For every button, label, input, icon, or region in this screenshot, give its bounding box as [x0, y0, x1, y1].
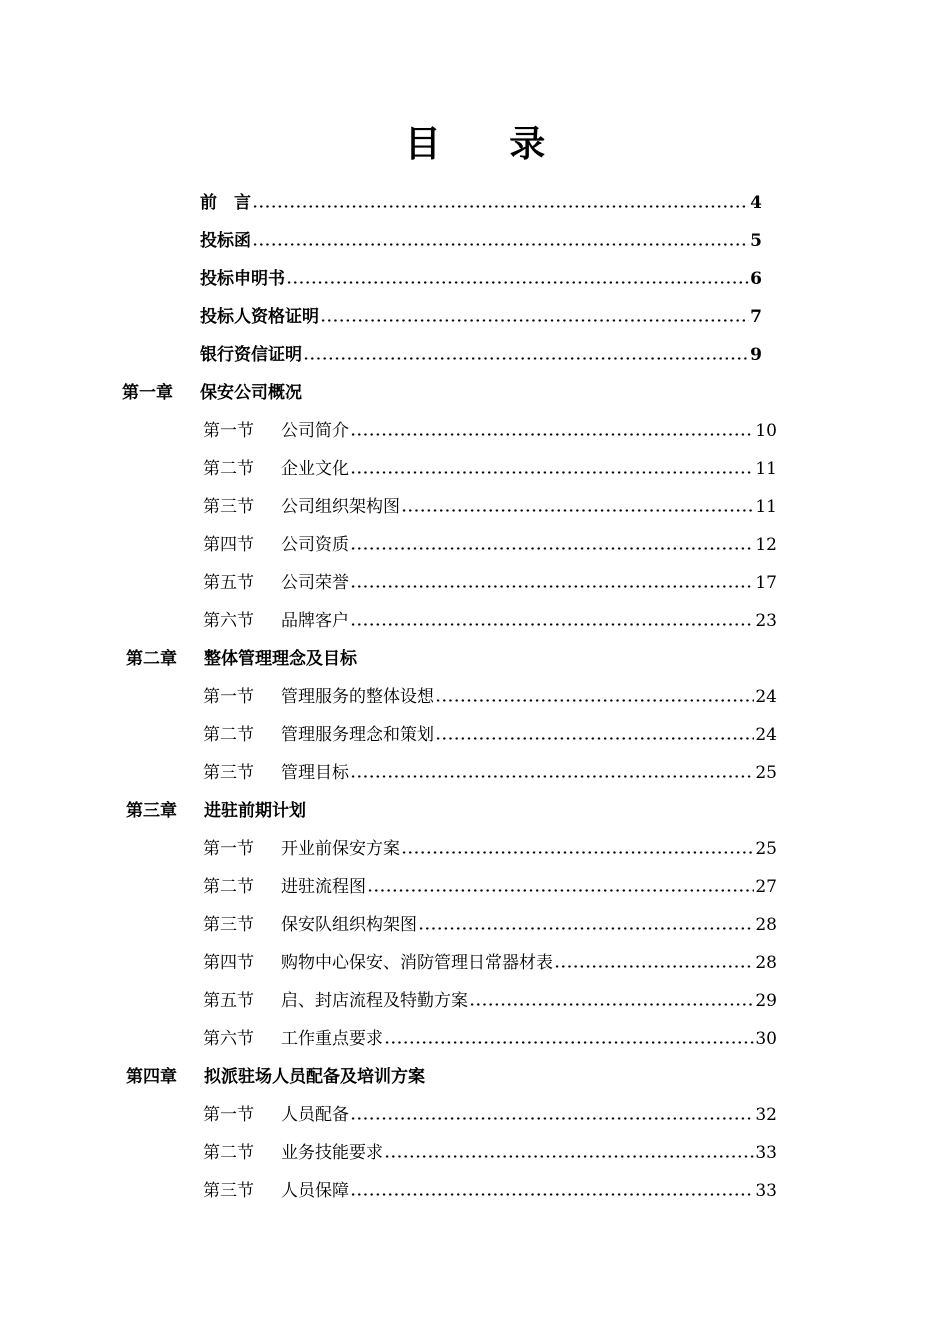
- section-title: 管理服务理念和策划: [281, 725, 434, 745]
- section-number: 第二节: [203, 1143, 254, 1163]
- toc-page-number: 23: [755, 611, 777, 631]
- toc-section-entry[interactable]: [203, 982, 777, 1020]
- toc-page-number: 24: [755, 687, 777, 707]
- toc-page-number: 10: [755, 421, 777, 441]
- toc-section-entry[interactable]: [203, 564, 777, 602]
- section-title: 购物中心保安、消防管理日常器材表: [281, 953, 553, 973]
- toc-page-number: 4: [750, 193, 762, 213]
- dot-leader: [401, 488, 754, 526]
- toc-section-entry[interactable]: [203, 678, 777, 716]
- dot-leader: [401, 830, 754, 868]
- section-title: 保安队组织构架图: [281, 915, 417, 935]
- toc-chapter-heading[interactable]: [126, 1058, 425, 1096]
- chapter-title: 进驻前期计划: [204, 801, 306, 821]
- section-title: 管理服务的整体设想: [281, 687, 434, 707]
- dot-leader: [435, 678, 754, 716]
- section-number: 第二节: [203, 725, 254, 745]
- dot-leader: [418, 906, 754, 944]
- toc-page-number: 33: [755, 1143, 777, 1163]
- toc-entry-title: 银行资信证明: [200, 345, 302, 365]
- dot-leader: [252, 184, 749, 222]
- toc-chapter-heading[interactable]: [126, 792, 306, 830]
- chapter-title: 拟派驻场人员配备及培训方案: [204, 1067, 425, 1087]
- section-number: 第二节: [203, 459, 254, 479]
- dot-leader: [435, 716, 754, 754]
- dot-leader: [350, 564, 754, 602]
- section-title: 启、封店流程及特勤方案: [281, 991, 468, 1011]
- section-title: 人员保障: [281, 1181, 349, 1201]
- toc-section-entry[interactable]: [203, 412, 777, 450]
- dot-leader: [350, 1096, 754, 1134]
- dot-leader: [252, 222, 749, 260]
- dot-leader: [320, 298, 749, 336]
- toc-page-number: 29: [755, 991, 777, 1011]
- section-title: 公司简介: [281, 421, 349, 441]
- section-title: 公司资质: [281, 535, 349, 555]
- toc-page-number: 5: [750, 231, 762, 251]
- toc-section-entry[interactable]: [203, 526, 777, 564]
- toc-page-number: 27: [755, 877, 777, 897]
- section-number: 第三节: [203, 497, 254, 517]
- toc-section-entry[interactable]: [203, 944, 777, 982]
- toc-page-number: 33: [755, 1181, 777, 1201]
- toc-section-entry[interactable]: [203, 1020, 777, 1058]
- section-title: 业务技能要求: [281, 1143, 383, 1163]
- toc-section-entry[interactable]: [203, 906, 777, 944]
- toc-chapter-heading[interactable]: [126, 640, 357, 678]
- chapter-number: 第二章: [126, 649, 177, 669]
- toc-section-entry[interactable]: [203, 1096, 777, 1134]
- section-title: 公司组织架构图: [281, 497, 400, 517]
- toc-entry-front-matter[interactable]: [200, 298, 762, 336]
- toc-entry-title: 投标人资格证明: [200, 307, 319, 327]
- section-title: 人员配备: [281, 1105, 349, 1125]
- section-title: 工作重点要求: [281, 1029, 383, 1049]
- section-number: 第五节: [203, 573, 254, 593]
- toc-section-entry[interactable]: [203, 754, 777, 792]
- section-number: 第三节: [203, 1181, 254, 1201]
- section-title: 品牌客户: [281, 611, 349, 631]
- toc-page-number: 28: [755, 915, 777, 935]
- dot-leader: [350, 450, 754, 488]
- section-number: 第五节: [203, 991, 254, 1011]
- toc-page-number: 25: [755, 839, 777, 859]
- toc-page-number: 9: [750, 345, 762, 365]
- section-number: 第三节: [203, 763, 254, 783]
- section-number: 第一节: [203, 421, 254, 441]
- section-number: 第六节: [203, 1029, 254, 1049]
- toc-section-entry[interactable]: [203, 450, 777, 488]
- section-title: 进驻流程图: [281, 877, 366, 897]
- section-number: 第一节: [203, 839, 254, 859]
- toc-page-number: 24: [755, 725, 777, 745]
- dot-leader: [350, 526, 754, 564]
- toc-entry-title: 投标函: [200, 231, 251, 251]
- section-title: 公司荣誉: [281, 573, 349, 593]
- dot-leader: [384, 1134, 754, 1172]
- toc-entry-title: 投标申明书: [200, 269, 285, 289]
- toc-entry-title: 前 言: [200, 193, 251, 213]
- dot-leader: [350, 754, 754, 792]
- toc-page-number: 7: [750, 307, 762, 327]
- toc-page-number: 30: [755, 1029, 777, 1049]
- section-number: 第六节: [203, 611, 254, 631]
- toc-section-entry[interactable]: [203, 1172, 777, 1210]
- chapter-number: 第四章: [126, 1067, 177, 1087]
- chapter-number: 第三章: [126, 801, 177, 821]
- dot-leader: [350, 1172, 754, 1210]
- toc-entry-front-matter[interactable]: [200, 336, 762, 374]
- toc-section-entry[interactable]: [203, 488, 777, 526]
- dot-leader: [286, 260, 749, 298]
- toc-section-entry[interactable]: [203, 602, 777, 640]
- section-number: 第四节: [203, 953, 254, 973]
- toc-page-number: 17: [755, 573, 777, 593]
- dot-leader: [469, 982, 754, 1020]
- toc-page-number: 28: [755, 953, 777, 973]
- page-title: 目 录: [404, 123, 574, 165]
- toc-section-entry[interactable]: [203, 1134, 777, 1172]
- toc-chapter-heading[interactable]: [122, 374, 302, 412]
- chapter-title: 保安公司概况: [200, 383, 302, 403]
- dot-leader: [350, 602, 754, 640]
- section-title: 开业前保安方案: [281, 839, 400, 859]
- toc-entry-front-matter[interactable]: [200, 222, 762, 260]
- dot-leader: [350, 412, 754, 450]
- toc-section-entry[interactable]: [203, 716, 777, 754]
- toc-section-entry[interactable]: [203, 868, 777, 906]
- dot-leader: [367, 868, 754, 906]
- toc-page-number: 11: [755, 459, 777, 479]
- dot-leader: [554, 944, 754, 982]
- toc-entry-front-matter[interactable]: [200, 184, 762, 222]
- toc-entry-front-matter[interactable]: [200, 260, 762, 298]
- toc-page-number: 12: [755, 535, 777, 555]
- section-number: 第四节: [203, 535, 254, 555]
- toc-section-entry[interactable]: [203, 830, 777, 868]
- section-number: 第一节: [203, 687, 254, 707]
- chapter-number: 第一章: [122, 383, 173, 403]
- toc-page-number: 6: [750, 269, 762, 289]
- chapter-title: 整体管理理念及目标: [204, 649, 357, 669]
- section-title: 管理目标: [281, 763, 349, 783]
- section-number: 第三节: [203, 915, 254, 935]
- section-number: 第二节: [203, 877, 254, 897]
- toc-page-number: 25: [755, 763, 777, 783]
- section-number: 第一节: [203, 1105, 254, 1125]
- toc-page-number: 11: [755, 497, 777, 517]
- section-title: 企业文化: [281, 459, 349, 479]
- dot-leader: [384, 1020, 754, 1058]
- dot-leader: [303, 336, 749, 374]
- toc-page-number: 32: [755, 1105, 777, 1125]
